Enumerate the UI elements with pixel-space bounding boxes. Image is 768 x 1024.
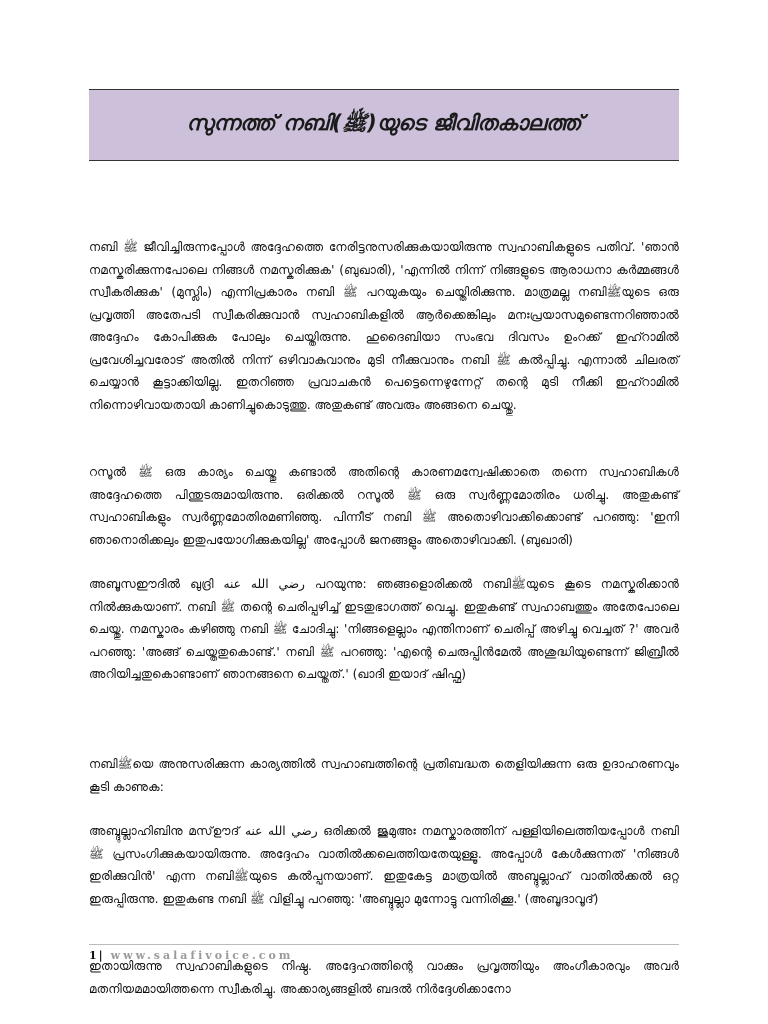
page-footer (89, 944, 679, 962)
footer-separator: | (98, 949, 103, 962)
paragraph-3: അബൂസഈദിൽ ഖുദ്രി رضي الله عنه പറയുന്നു: ഞങ്ങളൊരിക്കൽ നബിﷺയുടെ കൂടെ നമസ്കരിക്കാൻ നിൽക്കുകയാണ്. നബി ﷺ തന്റെ ചെരിപ്പഴിച്ച് ഇടതുഭാഗത്ത് വെച്ചു. ഇതുകണ്ട് സ്വഹാബത്തും അതേപോലെ ചെയ്തു. നമസ്കാരം കഴിഞ്ഞു നബി ﷺ ചോദിച്ചു: 'നിങ്ങളെല്ലാം എന്തിനാണ് ചെരിപ്പ് അഴിച്ചു വെച്ചത് ?' അവർ പറഞ്ഞു: 'അങ്ങ് ചെയ്തതുകൊണ്ട്.' നബി ﷺ പറഞ്ഞു: 'എന്റെ ചെരുപ്പിൻമേൽ അശുദ്ധിയുണ്ടെന്ന് ജിബ്രീൽ അറിയിച്ചതുകൊണ്ടാണ് ഞാനങ്ങനെ ചെയ്തത്.' (ഖാദി ഇയാദ് ഷിഫ്ഫ) (89, 577, 680, 681)
paragraph-4: നബിﷺയെ അനുസരിക്കുന്ന കാര്യത്തിൽ സ്വഹാബത്തിന്റെ പ്രതിബദ്ധത തെളിയിക്കുന്ന ഒരു ഉദാഹരണവും കൂടി കാണുക: (89, 757, 679, 794)
title-banner (89, 89, 679, 161)
paragraph-1: നബി ﷺ ജീവിച്ചിരുന്നപ്പോൾ അദ്ദേഹത്തെ നേരിട്ടനുസരിക്കുകയായിരുന്നു സ്വഹാബികളുടെ പതിവ്. 'ഞാൻ നമസ്കരിക്കുന്നപോലെ നിങ്ങൾ നമസ്കരിക്കുക' (ബുഖാരി), 'എന്നിൽ നിന്ന് നിങ്ങളുടെ ആരാധനാ കർമ്മങ്ങൾ സ്വീകരിക്കുക' (മുസ്ലിം) എന്നിപ്രകാരം നബി ﷺ പറയുകയും ചെയ്തിരിക്കുന്നു. മാത്രമല്ല നബിﷺയുടെ ഒരു പ്രവൃത്തി അതേപടി സ്വീകരിക്കുവാൻ സ്വഹാബികളിൽ ആർക്കെങ്കിലും മനഃപ്രയാസമുണ്ടെന്നറിഞ്ഞാൽ അദ്ദേഹം കോപിക്കുക പോലും ചെയ്തിരുന്നു. ഹുദൈബിയാ സംഭവ ദിവസം ഉംറക്ക് ഇഹ്റാമിൽ പ്രവേശിച്ചവരോട് അതിൽ നിന്ന് ഒഴിവാകുവാനും മുടി നീക്കുവാനും നബി ﷺ കൽപ്പിച്ചു. എന്നാൽ ചിലരത് ചെയ്യാൻ കൂട്ടാക്കിയില്ല. ഇതറിഞ്ഞ പ്രവാചകൻ പെട്ടെന്നെഴുന്നേറ്റ് തന്റെ മുടി നീക്കി ഇഹ്റാമിൽ നിന്നൊഴിവായതായി കാണിച്ചുകൊടുത്തു. അതുകണ്ട് അവരും അങ്ങനെ ചെയ്തു. (89, 240, 679, 412)
paragraph-2: റസൂൽ ﷺ ഒരു കാര്യം ചെയ്തു കണ്ടാൽ അതിന്റെ കാരണമന്വേഷിക്കാതെ തന്നെ സ്വഹാബികൾ അദ്ദേഹത്തെ പിന്തുടരുമായിരുന്നു. ഒരിക്കൽ റസൂൽ ﷺ ഒരു സ്വർണ്ണമോതിരം ധരിച്ചു. അതുകണ്ട് സ്വഹാബികളും സ്വർണ്ണമോതിരമണിഞ്ഞു. പിന്നീട് നബി ﷺ അതൊഴിവാക്കിക്കൊണ്ട് പറഞ്ഞു: 'ഇനി ഞാനൊരിക്കലും ഇതുപയോഗിക്കുകയില്ല' അപ്പോൾ ജനങ്ങളും അതൊഴിവാക്കി. (ബുഖാരി) (89, 465, 679, 547)
paragraph-6: ഇതായിരുന്നു സ്വഹാബികളുടെ നിഷ്ഠ. അദ്ദേഹത്തിന്റെ വാക്കും പ്രവൃത്തിയും അംഗീകാരവും അവർ മതനിയമമായിത്തന്നെ സ്വീകരിച്ചു. അക്കാര്യങ്ങളിൽ ബദൽ നിർദ്ദേശിക്കാനോ (89, 959, 679, 996)
paragraph-5: അബ്ദുല്ലാഹിബിനു മസ്ഊദ് رضي الله عنه ഒരിക്കൽ ജുമുഅഃ നമസ്കാരത്തിന് പള്ളിയിലെത്തിയപ്പോൾ നബി ﷺ പ്രസംഗിക്കുകയായിരുന്നു. അദ്ദേഹം വാതിൽക്കലെത്തിയതേയുള്ളൂ. അപ്പോൾ കേൾക്കുന്നത് 'നിങ്ങൾ ഇരിക്കുവിൻ' എന്ന നബിﷺയുടെ കൽപ്പനയാണ്. ഇതുകേട്ട മാത്രയിൽ അബ്ദുല്ലാഹ് വാതിൽക്കൽ ഒറ്റ ഇരുപ്പിരുന്നു. ഇതുകണ്ട നബി ﷺ വിളിച്ചു പറഞ്ഞു: 'അബ്ദുല്ലാ മുന്നോട്ടു വന്നിരിക്കൂ.' (അബൂദാവൂദ്) (89, 824, 679, 906)
website-link[interactable]: www.salafivoice.com (110, 949, 294, 962)
document-title: സുന്നത്ത് നബി(ﷺ)യുടെ ജീവിതകാലത്ത് (186, 110, 582, 135)
page-number: 1 (89, 949, 97, 962)
